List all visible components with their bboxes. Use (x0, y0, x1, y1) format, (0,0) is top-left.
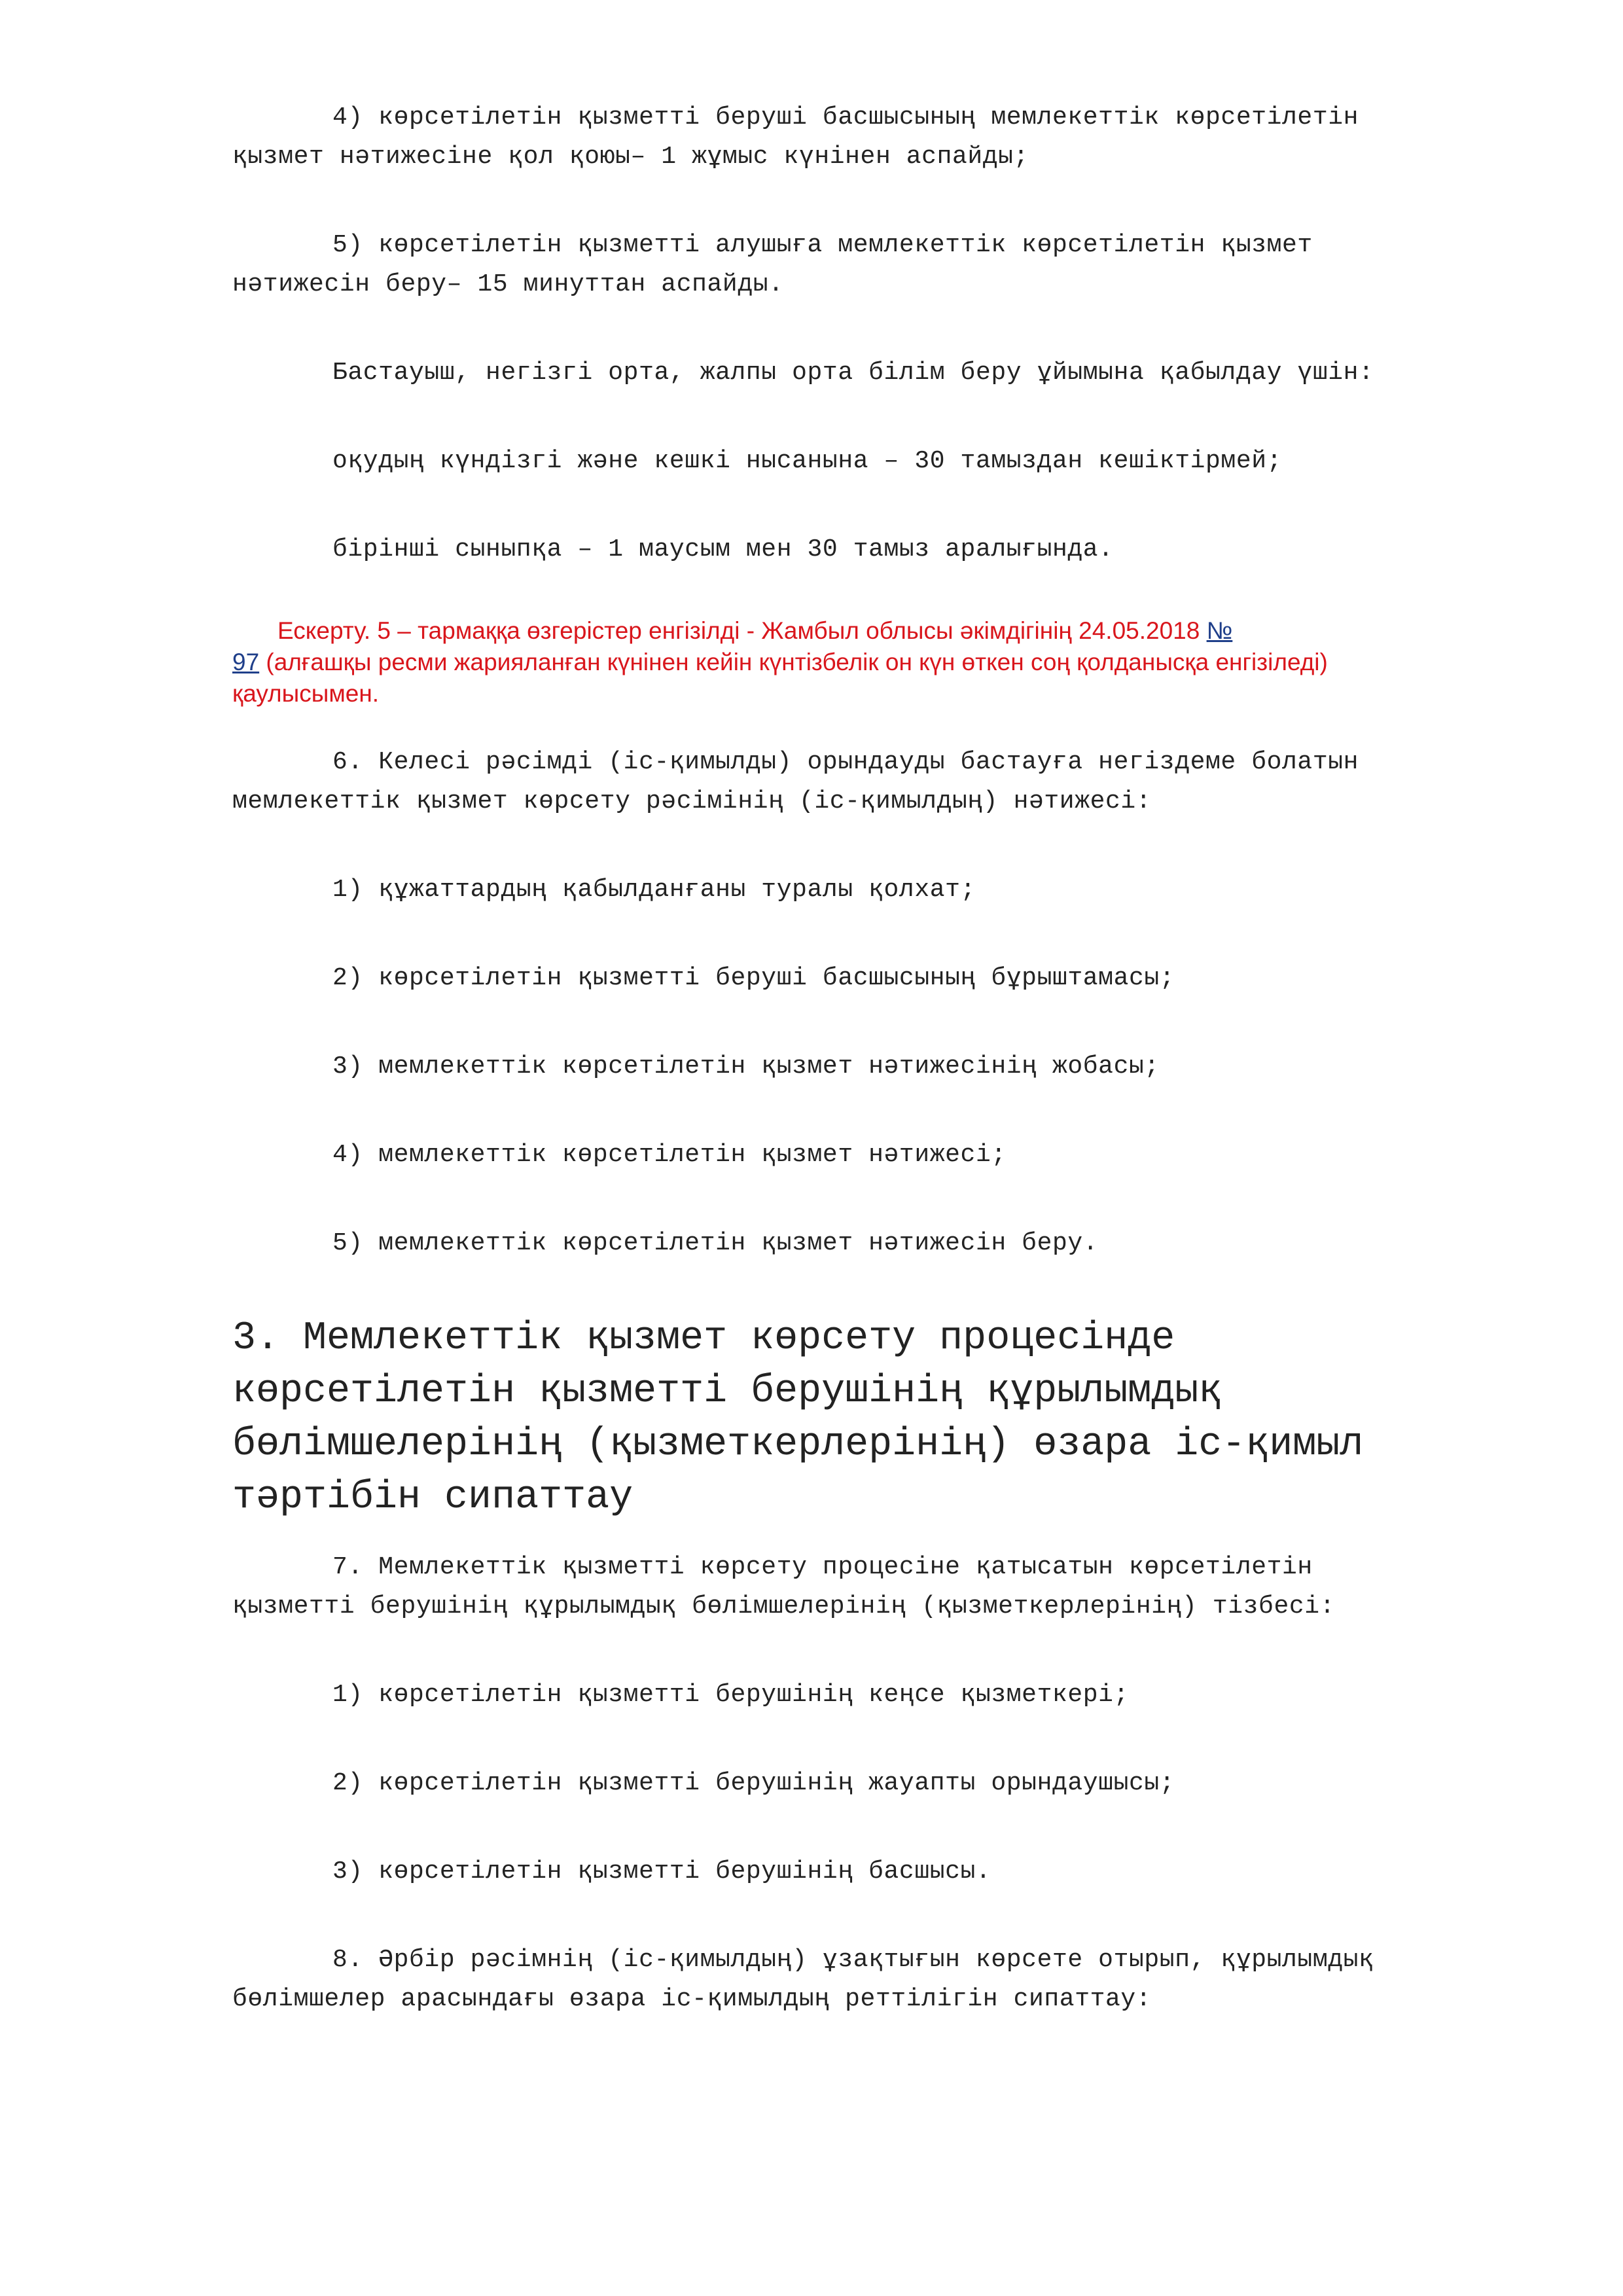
heading-line: бөлімшелерінің (қызметкерлерінің) өзара іс-қимыл (232, 1422, 1364, 1467)
paragraph-line: 4) көрсетілетін қызметті беруші басшысының мемлекеттік көрсетілетін (332, 103, 1359, 132)
paragraph-line: мемлекеттік қызмет көрсету рәсімінің (іс-қимылдың) нәтижесі: (232, 787, 1152, 816)
paragraph-line: 8. Әрбір рәсімнің (іс-қимылдың) ұзақтығын көрсете отырып, құрылымдық (332, 1946, 1374, 1974)
paragraph-line: 7. Мемлекеттік қызметті көрсету процесіне қатысатын көрсетілетін (332, 1553, 1313, 1581)
list-item: 3) көрсетілетін қызметті берушінің басшысы. (332, 1857, 991, 1886)
list-item: 4) мемлекеттік көрсетілетін қызмет нәтижесі; (332, 1141, 1007, 1169)
note-link-number-sign[interactable]: № (1206, 617, 1233, 644)
list-item: 1) көрсетілетін қызметті берушінің кеңсе қызметкері; (332, 1681, 1129, 1709)
paragraph-line: 5) көрсетілетін қызметті алушыға мемлекеттік көрсетілетін қызмет (332, 231, 1313, 259)
list-item: 3) мемлекеттік көрсетілетін қызмет нәтижесінің жобасы; (332, 1052, 1160, 1081)
list-item: 2) көрсетілетін қызметті берушінің жауапты орындаушысы; (332, 1769, 1175, 1797)
list-item: 2) көрсетілетін қызметті беруші басшысының бұрыштамасы; (332, 964, 1175, 992)
heading-line: көрсетілетін қызметті берушінің құрылымдық (232, 1369, 1222, 1414)
note-text: қаулысымен. (232, 680, 380, 707)
paragraph-6 (232, 743, 1489, 821)
section-heading-3 (232, 1312, 1541, 1524)
paragraph-first-grade: бірінші сыныпқа – 1 маусым мен 30 тамыз аралығында. (332, 535, 1114, 564)
paragraph-admission: Бастауыш, негізгі орта, жалпы орта білім беру ұйымына қабылдау үшін: (332, 359, 1374, 387)
note-text: (алғашқы ресми жарияланған күнінен кейін күнтізбелік он күн өткен соң қолданысқа енгізіледі) (259, 649, 1328, 675)
heading-line: 3. Мемлекеттік қызмет көрсету процесінде (232, 1316, 1175, 1361)
note-line (232, 647, 1515, 678)
paragraph-line: 6. Келесі рәсімді (іс-қимылды) орындауды бастауға негіздеме болатын (332, 748, 1359, 776)
paragraph-7 (232, 1548, 1489, 1626)
note-line (232, 615, 1515, 647)
paragraph-line: нәтижесін беру– 15 минуттан аспайды. (232, 270, 784, 298)
paragraph-item-5 (232, 226, 1489, 304)
paragraph-8 (232, 1941, 1489, 2019)
paragraph-day-evening: оқудың күндізгі және кешкі нысанына – 30 тамыздан кешіктірмей; (332, 447, 1283, 475)
heading-line: тәртібін сипаттау (232, 1475, 633, 1520)
list-item: 5) мемлекеттік көрсетілетін қызмет нәтижесін беру. (332, 1229, 1099, 1257)
paragraph-item-4 (232, 98, 1489, 177)
list-item: 1) құжаттардың қабылданғаны туралы қолхат; (332, 876, 976, 904)
amendment-note (232, 615, 1515, 709)
paragraph-line: қызметті берушінің құрылымдық бөлімшелерінің (қызметкерлерінің) тізбесі: (232, 1592, 1336, 1621)
paragraph-line: қызмет нәтижесіне қол қоюы– 1 жұмыс күнінен аспайды; (232, 143, 1029, 171)
paragraph-line: бөлімшелер арасындағы өзара іс-қимылдың реттілігін сипаттау: (232, 1985, 1152, 2013)
note-text: Ескерту. 5 – тармаққа өзгерістер енгізілді - Жамбыл облысы әкімдігінің 24.05.2018 (277, 617, 1207, 644)
note-link-number[interactable]: 97 (232, 649, 260, 675)
